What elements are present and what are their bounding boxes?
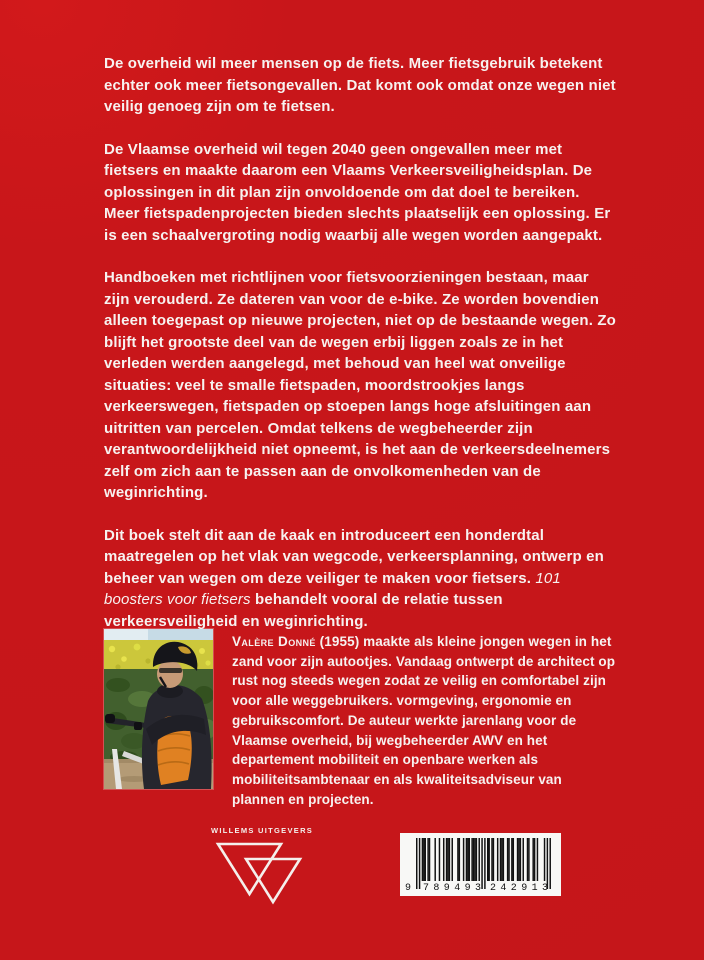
blurb-paragraph: De Vlaamse overheid wil tegen 2040 geen ongevallen meer met fietsers en maakte daarom een Vlaams Verkeersveiligheidsplan. De oplossingen in dit plan zijn onvoldoende om dat doel te bereiken. Meer fietspadenprojecten bieden slechts plaatselijk een oplossing. Er is een schaalvergroting nodig waarbij alle wegen worden aangepakt. (104, 140, 611, 244)
svg-text:242913: 242913 (490, 883, 548, 894)
author-photo-illustration (104, 629, 213, 789)
svg-text:789493: 789493 (423, 883, 481, 894)
publisher-triangles-icon (211, 840, 307, 906)
author-section (104, 629, 618, 809)
isbn-barcode (400, 833, 561, 896)
publisher-name: WILLEMS UITGEVERS (211, 826, 314, 835)
author-name: Valère Donné (232, 634, 316, 649)
blurb-paragraph: Handboeken met richtlijnen voor fietsvoorzieningen bestaan, maar zijn verouderd. Ze dateren van voor de e-bike. Ze worden bovendien alleen toegepast op nieuwe projecten, niet op de bestaande wegen. Zo blijft het grootste deel van de wegen erbij liggen zoals ze in het verleden werden aangelegd, met behoud van heel wat onveilige situaties: veel te smalle fietspaden, moordstrookjes langs verkeerswegen, fietspaden op stoepen langs hoge afsluitingen aan uitritten van percelen. Omdat telkens de wegbeheerder zijn verantwoordelijkheid niet opneemt, is het aan de verkeersdeelnemers zelf om zich aan te passen aan de onvolkomenheden van de weginrichting. (104, 269, 616, 501)
closing-text-before: Dit boek stelt dit aan de kaak en introduceert een honderdtal maatregelen op het vlak van wegcode, verkeersplanning, ontwerp en beheer van wegen om deze veiliger te maken voor fietsers. (104, 526, 604, 587)
book-title-reference: 101 boosters voor fietsers (104, 569, 561, 608)
author-birth-year: (1955) (319, 634, 360, 649)
barcode-bars (400, 833, 561, 896)
author-bio-text: maakte als kleine jongen wegen in het zand voor zijn autootjes. Vandaag ontwerpt de architect op rust nog steeds wegen zodat ze veilig en comfortabel zijn voor alle weggebruikers. vormgeving, ergonomie en gebruikscomfort. De auteur werkte jarenlang voor de Vlaamse overheid, bij wegbeheerder AWV en het departement mobiliteit en openbare werken als mobiliteitsambtenaar en als kwaliteitsadviseur van plannen en projecten. (232, 634, 616, 807)
back-cover-blurb (104, 53, 618, 632)
author-photo (104, 629, 213, 789)
closing-text-after: behandelt vooral de relatie tussen verkeersveiligheid en weginrichting. (104, 591, 503, 630)
svg-text:9: 9 (405, 883, 412, 894)
publisher-logo (211, 826, 314, 906)
author-bio (232, 629, 618, 809)
blurb-paragraph: De overheid wil meer mensen op de fiets. Meer fietsgebruik betekent echter ook meer fietsongevallen. Dat komt ook omdat onze wegen niet veilig genoeg zijn om te fietsen. (104, 55, 616, 115)
blurb-closing-paragraph (104, 525, 618, 633)
